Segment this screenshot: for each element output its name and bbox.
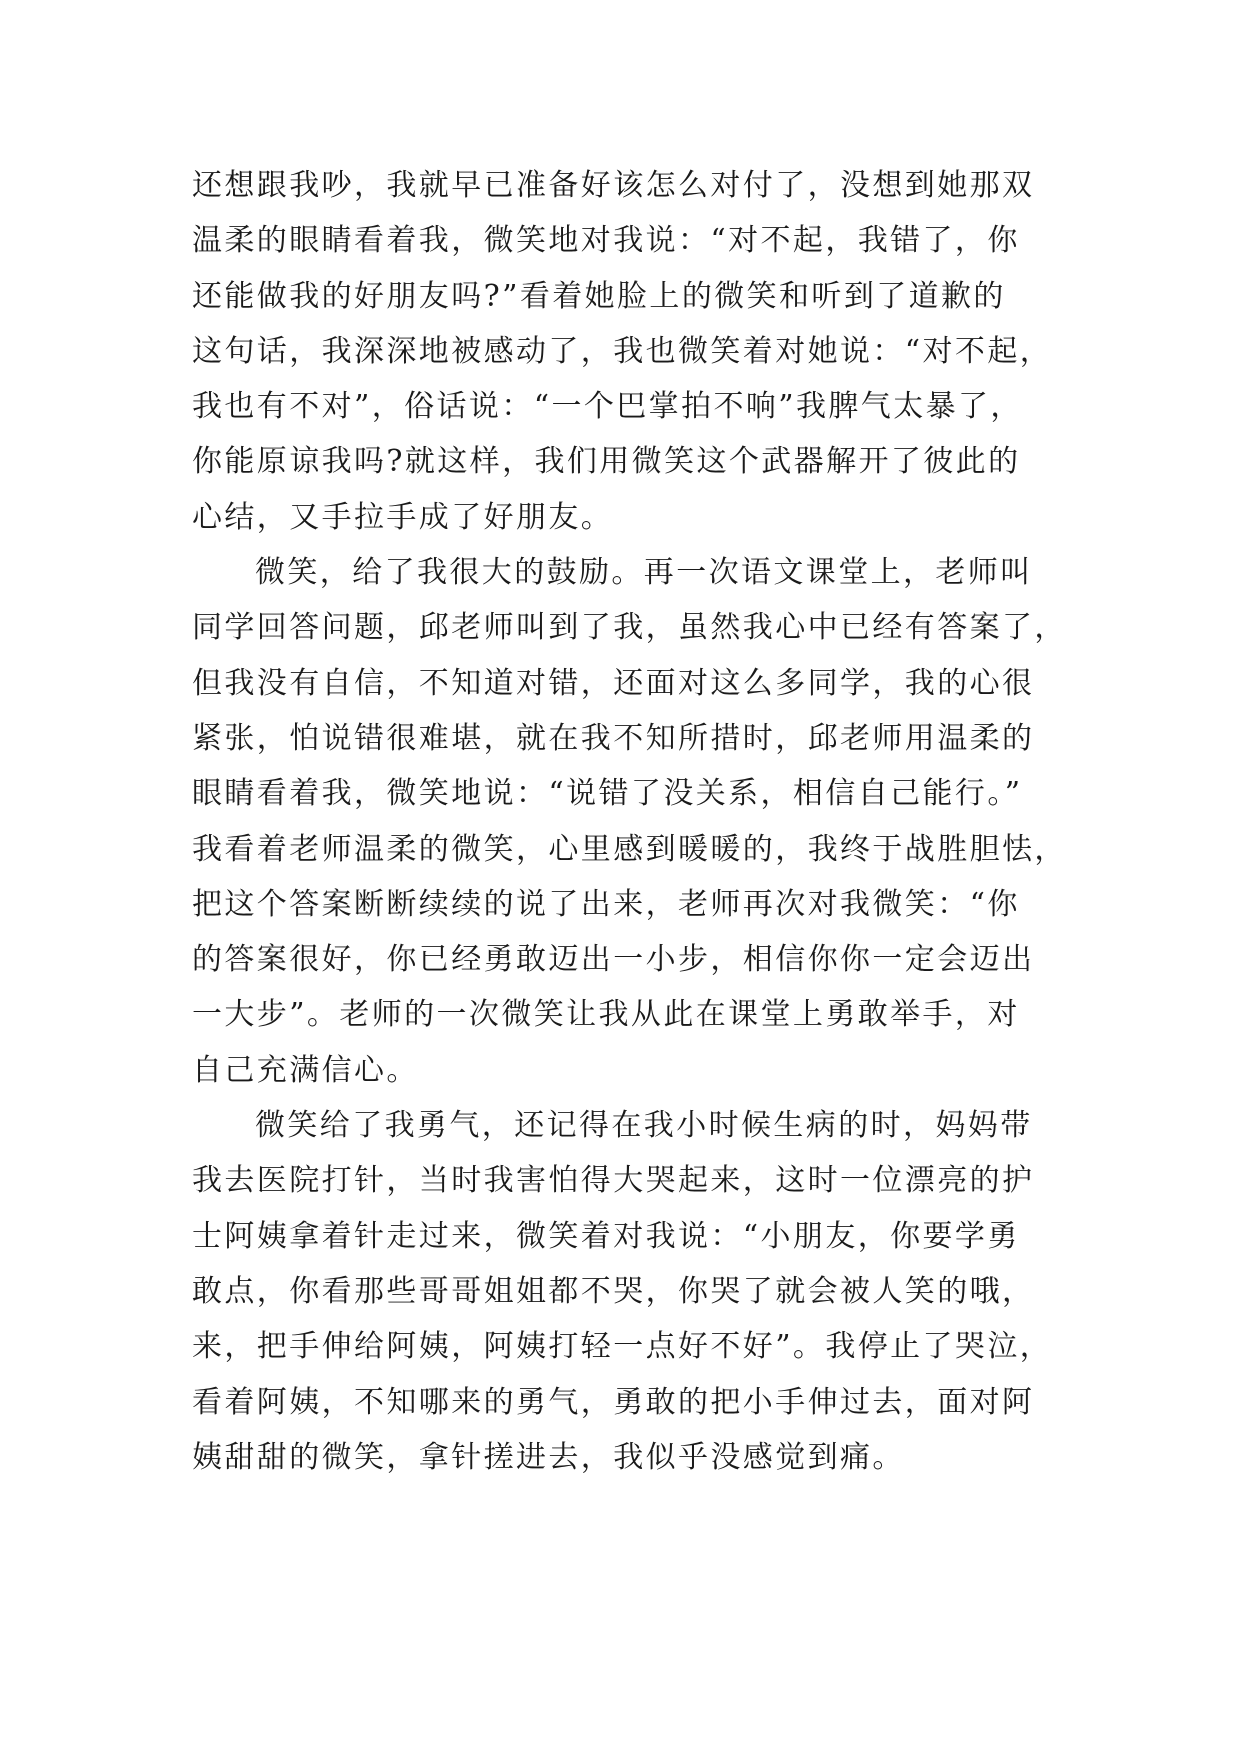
- text-line: 自己充满信心。: [192, 1052, 419, 1088]
- text-line: 看着阿姨，不知哪来的勇气，勇敢的把小手伸过去，面对阿: [192, 1384, 1035, 1420]
- text-line: 我去医院打针，当时我害怕得大哭起来，这时一位漂亮的护: [192, 1163, 1035, 1199]
- text-line: 敢点，你看那些哥哥姐姐都不哭，你哭了就会被人笑的哦，: [192, 1273, 1035, 1309]
- paragraph-start-line: 微笑给了我勇气，还记得在我小时候生病的时，妈妈带: [255, 1108, 1033, 1144]
- text-line: 同学回答问题，邱老师叫到了我，虽然我心中已经有答案了，: [192, 610, 1067, 646]
- text-line: 的答案很好，你已经勇敢迈出一小步，相信你你一定会迈出: [192, 942, 1035, 978]
- text-line: 士阿姨拿着针走过来，微笑着对我说：“小朋友，你要学勇: [192, 1218, 1020, 1254]
- text-line: 一大步”。老师的一次微笑让我从此在课堂上勇敢举手，对: [192, 997, 1020, 1033]
- text-line: 我看着老师温柔的微笑，心里感到暖暖的，我终于战胜胆怯，: [192, 831, 1067, 867]
- text-line: 温柔的眼睛看着我，微笑地对我说：“对不起，我错了，你: [192, 223, 1020, 259]
- text-line: 来，把手伸给阿姨，阿姨打轻一点好不好”。我停止了哭泣，: [192, 1329, 1053, 1365]
- text-line: 紧张，怕说错很难堪，就在我不知所措时，邱老师用温柔的: [192, 720, 1035, 756]
- text-line: 眼睛看着我，微笑地说：“说错了没关系，相信自己能行。”: [192, 776, 1023, 812]
- text-line: 你能原谅我吗?就这样，我们用微笑这个武器解开了彼此的: [192, 444, 1021, 480]
- text-line: 还想跟我吵，我就早已准备好该怎么对付了，没想到她那双: [192, 168, 1035, 203]
- text-line: 还能做我的好朋友吗?”看着她脸上的微笑和听到了道歉的: [192, 278, 1006, 314]
- text-line: 我也有不对”，俗话说：“一个巴掌拍不响”我脾气太暴了，: [192, 389, 1023, 425]
- text-line: 心结，又手拉手成了好朋友。: [192, 499, 614, 535]
- text-line: 姨甜甜的微笑，拿针搓进去，我似乎没感觉到痛。: [192, 1439, 905, 1475]
- text-line: 把这个答案断断续续的说了出来，老师再次对我微笑：“你: [192, 886, 1020, 922]
- paragraph-start-line: 微笑，给了我很大的鼓励。再一次语文课堂上，老师叫: [255, 555, 1033, 591]
- text-line: 但我没有自信，不知道对错，还面对这么多同学，我的心很: [192, 665, 1035, 701]
- text-line: 这句话，我深深地被感动了，我也微笑着对她说：“对不起，: [192, 333, 1053, 369]
- body-text: [192, 158, 1067, 1485]
